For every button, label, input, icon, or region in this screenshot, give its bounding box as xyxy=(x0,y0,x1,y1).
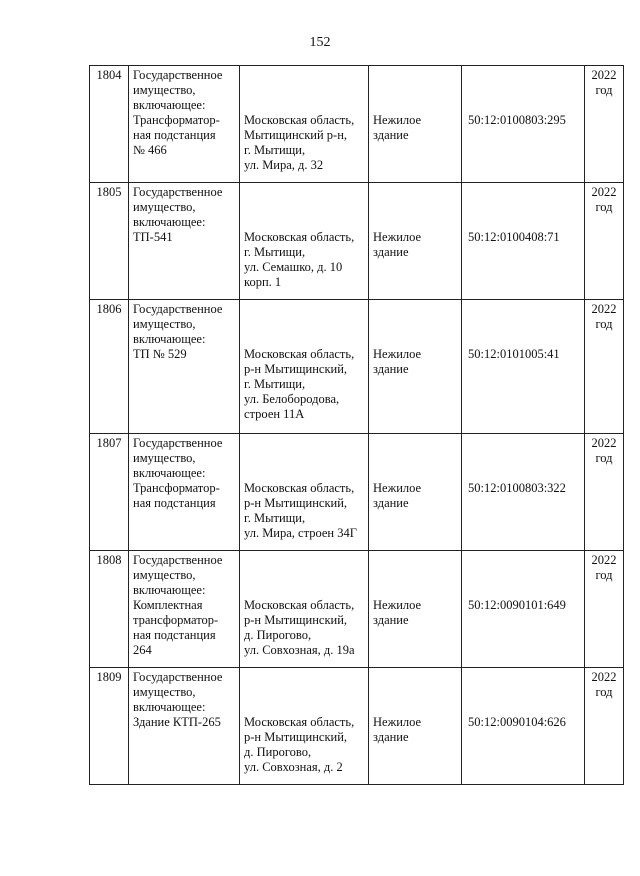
row-number xyxy=(90,66,129,183)
category-text: Государственное имущество, включающее: xyxy=(133,436,223,480)
address-text: Московская область, г. Мытищи, ул. Семашко, д. 10 корп. 1 xyxy=(244,230,355,289)
table-row xyxy=(90,434,624,551)
cadastral-number-text: 50:12:0101005:41 xyxy=(468,347,560,361)
object-name: Трансформатор- ная подстанция xyxy=(133,481,220,510)
cadastral-number-cell xyxy=(462,551,585,668)
category-text: Государственное имущество, включающее: xyxy=(133,553,223,597)
address-cell xyxy=(240,66,369,183)
row-number xyxy=(90,551,129,668)
table-body xyxy=(90,66,624,785)
year-cell xyxy=(585,300,624,434)
row-number-text: 1804 xyxy=(96,68,122,82)
object-type-cell xyxy=(369,183,462,300)
address-cell xyxy=(240,551,369,668)
cadastral-number-cell xyxy=(462,434,585,551)
table-row xyxy=(90,183,624,300)
address-cell xyxy=(240,183,369,300)
row-number-text: 1809 xyxy=(96,670,122,684)
table-row xyxy=(90,300,624,434)
year-text: 2022 год xyxy=(591,553,617,582)
object-name: Здание КТП-265 xyxy=(133,715,221,729)
object-type-text: Нежилое здание xyxy=(373,230,422,259)
cadastral-number-cell xyxy=(462,668,585,785)
row-number-text: 1808 xyxy=(96,553,122,567)
object-name: Трансформатор- ная подстанция № 466 xyxy=(133,113,220,157)
year-text: 2022 год xyxy=(591,436,617,465)
object-type-text: Нежилое здание xyxy=(373,113,422,142)
object-name-cell xyxy=(129,183,240,300)
object-name: Комплектная трансформатор- ная подстанция 264 xyxy=(133,598,219,657)
table-row xyxy=(90,668,624,785)
address-text: Московская область, р-н Мытищинский, г. Мытищи, ул. Мира, строен 34Г xyxy=(244,481,357,540)
table-row xyxy=(90,66,624,183)
year-cell xyxy=(585,551,624,668)
cadastral-number-text: 50:12:0090101:649 xyxy=(468,598,566,612)
address-text: Московская область, р-н Мытищинский, д. Пирогово, ул. Совхозная, д. 19а xyxy=(244,598,355,657)
cadastral-number-text: 50:12:0100803:322 xyxy=(468,481,566,495)
object-type-cell xyxy=(369,434,462,551)
category-text: Государственное имущество, включающее: xyxy=(133,185,223,229)
object-type-cell xyxy=(369,551,462,668)
year-text: 2022 год xyxy=(591,185,617,214)
cadastral-number-cell xyxy=(462,66,585,183)
year-cell xyxy=(585,434,624,551)
page-number: 152 xyxy=(309,35,331,50)
address-cell xyxy=(240,668,369,785)
year-cell xyxy=(585,66,624,183)
object-name-cell xyxy=(129,66,240,183)
row-number-text: 1805 xyxy=(96,185,122,199)
object-type-cell xyxy=(369,300,462,434)
object-name-cell xyxy=(129,434,240,551)
object-name-cell xyxy=(129,300,240,434)
category-text: Государственное имущество, включающее: xyxy=(133,670,223,714)
year-text: 2022 год xyxy=(591,302,617,331)
object-name-cell xyxy=(129,551,240,668)
object-type-text: Нежилое здание xyxy=(373,715,422,744)
row-number xyxy=(90,183,129,300)
address-text: Московская область, р-н Мытищинский, г. Мытищи, ул. Белобородова, строен 11А xyxy=(244,347,355,421)
address-cell xyxy=(240,434,369,551)
year-cell xyxy=(585,183,624,300)
table-row xyxy=(90,551,624,668)
address-text: Московская область, Мытищинский р-н, г. Мытищи, ул. Мира, д. 32 xyxy=(244,113,355,172)
object-name: ТП № 529 xyxy=(133,347,187,361)
object-name: ТП-541 xyxy=(133,230,173,244)
row-number xyxy=(90,668,129,785)
row-number-text: 1807 xyxy=(96,436,122,450)
category-text: Государственное имущество, включающее: xyxy=(133,68,223,112)
row-number xyxy=(90,300,129,434)
object-type-cell xyxy=(369,668,462,785)
object-type-text: Нежилое здание xyxy=(373,481,422,510)
cadastral-number-cell xyxy=(462,300,585,434)
cadastral-number-cell xyxy=(462,183,585,300)
address-text: Московская область, р-н Мытищинский, д. Пирогово, ул. Совхозная, д. 2 xyxy=(244,715,355,774)
row-number xyxy=(90,434,129,551)
cadastral-number-text: 50:12:0100803:295 xyxy=(468,113,566,127)
cadastral-number-text: 50:12:0100408:71 xyxy=(468,230,560,244)
object-type-text: Нежилое здание xyxy=(373,347,422,376)
property-registry-table xyxy=(89,65,624,785)
object-type-cell xyxy=(369,66,462,183)
year-text: 2022 год xyxy=(591,670,617,699)
row-number-text: 1806 xyxy=(96,302,122,316)
year-cell xyxy=(585,668,624,785)
cadastral-number-text: 50:12:0090104:626 xyxy=(468,715,566,729)
year-text: 2022 год xyxy=(591,68,617,97)
address-cell xyxy=(240,300,369,434)
object-name-cell xyxy=(129,668,240,785)
object-type-text: Нежилое здание xyxy=(373,598,422,627)
category-text: Государственное имущество, включающее: xyxy=(133,302,223,346)
